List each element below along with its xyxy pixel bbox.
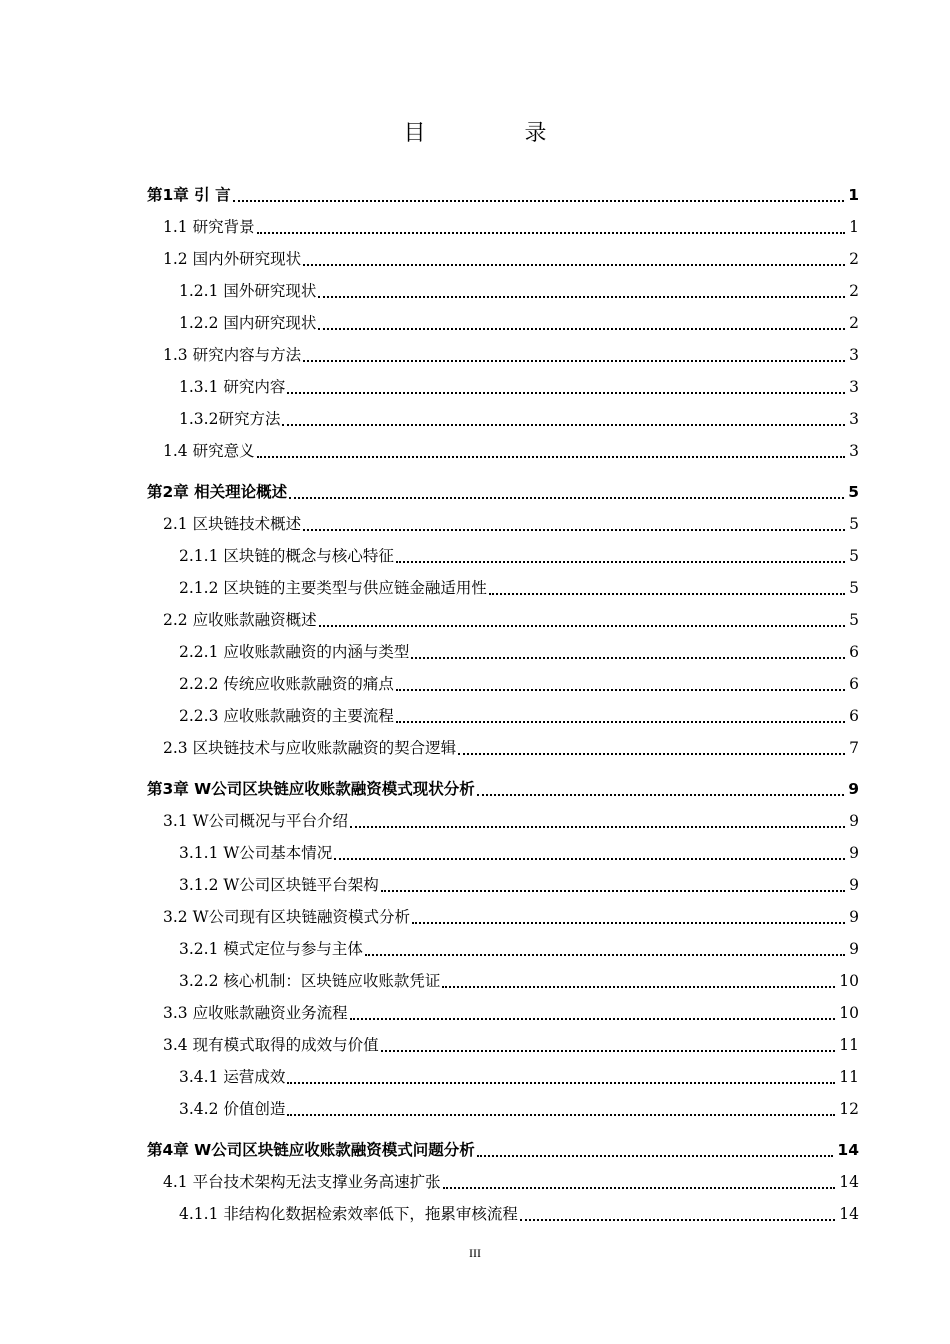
toc-entry-title: 2.1.2 区块链的主要类型与供应链金融适用性 — [179, 579, 487, 597]
toc-subsection-entry[interactable] — [179, 1065, 859, 1087]
toc-entry-title: 1.2.2 国内研究现状 — [179, 314, 317, 332]
toc-entry-title: 2.1 区块链技术概述 — [163, 515, 302, 533]
toc-entry-title: 1.3.2研究方法 — [179, 410, 281, 428]
toc-entry-title: 2.3 区块链技术与应收账款融资的契合逻辑 — [163, 739, 457, 757]
toc-subsection-entry[interactable] — [179, 1097, 859, 1119]
toc-leader-dots — [412, 922, 845, 924]
toc-entry-title: 2.2.3 应收账款融资的主要流程 — [179, 707, 394, 725]
toc-subsection-entry[interactable] — [179, 1202, 859, 1224]
toc-section-entry[interactable] — [163, 247, 859, 269]
toc-page-number: 2 — [849, 250, 859, 268]
toc-leader-dots — [334, 858, 845, 860]
toc-chapter-entry[interactable] — [147, 1138, 859, 1160]
toc-entry-title: 3.1.1 W公司基本情况 — [179, 844, 333, 862]
toc-leader-dots — [442, 986, 835, 988]
toc-leader-dots — [257, 456, 846, 458]
toc-entry-title: 第1章 引 言 — [147, 186, 231, 204]
toc-entry-title: 2.1.1 区块链的概念与核心特征 — [179, 547, 394, 565]
toc-page-number: 9 — [849, 908, 859, 926]
toc-entry-title: 1.2.1 国外研究现状 — [179, 282, 317, 300]
toc-subsection-entry[interactable] — [179, 544, 859, 566]
toc-subsection-entry[interactable] — [179, 407, 859, 429]
toc-chapter-entry[interactable] — [147, 777, 859, 799]
toc-page-number: 2 — [849, 314, 859, 332]
toc-section-entry[interactable] — [163, 809, 859, 831]
toc-page-number: 6 — [849, 643, 859, 661]
toc-leader-dots — [303, 529, 845, 531]
toc-entry-title: 3.1.2 W公司区块链平台架构 — [179, 876, 379, 894]
toc-entry-title: 1.3 研究内容与方法 — [163, 346, 302, 364]
toc-subsection-entry[interactable] — [179, 311, 859, 333]
toc-leader-dots — [396, 561, 845, 563]
toc-section-entry[interactable] — [163, 608, 859, 630]
toc-leader-dots — [257, 232, 846, 234]
toc-page-number: 10 — [839, 1004, 859, 1022]
toc-entry-title: 3.2.2 核心机制：区块链应收账款凭证 — [179, 972, 441, 990]
toc-entry-title: 3.4.2 价值创造 — [179, 1100, 286, 1118]
toc-leader-dots — [443, 1187, 836, 1189]
toc-page-number: 3 — [849, 442, 859, 460]
toc-entry-title: 4.1.1 非结构化数据检索效率低下，拖累审核流程 — [179, 1205, 518, 1223]
toc-leader-dots — [289, 497, 844, 499]
toc-entry-title: 3.2 W公司现有区块链融资模式分析 — [163, 908, 411, 926]
toc-page-number: 11 — [839, 1068, 859, 1086]
toc-page-number: 7 — [849, 739, 859, 757]
toc-leader-dots — [477, 1155, 834, 1157]
toc-leader-dots — [318, 328, 845, 330]
toc-leader-dots — [287, 1082, 835, 1084]
toc-page-number: 9 — [849, 940, 859, 958]
toc-entry-title: 2.2.1 应收账款融资的内涵与类型 — [179, 643, 410, 661]
toc-page-number: 14 — [837, 1141, 859, 1159]
toc-entry-title: 第2章 相关理论概述 — [147, 483, 288, 501]
toc-chapter-entry[interactable] — [147, 480, 859, 502]
toc-page-number: 3 — [849, 378, 859, 396]
toc-entry-title: 3.2.1 模式定位与参与主体 — [179, 940, 363, 958]
toc-page-number: 3 — [849, 410, 859, 428]
toc-page-number: 9 — [848, 780, 859, 798]
toc-subsection-entry[interactable] — [179, 841, 859, 863]
toc-entry-title: 3.1 W公司概况与平台介绍 — [163, 812, 349, 830]
toc-section-entry[interactable] — [163, 215, 859, 237]
toc-leader-dots — [318, 296, 845, 298]
toc-page-number: 3 — [849, 346, 859, 364]
toc-subsection-entry[interactable] — [179, 937, 859, 959]
toc-leader-dots — [381, 890, 845, 892]
toc-subsection-entry[interactable] — [179, 375, 859, 397]
toc-entry-title: 3.4.1 运营成效 — [179, 1068, 286, 1086]
toc-entry-title: 1.4 研究意义 — [163, 442, 255, 460]
toc-leader-dots — [458, 753, 845, 755]
toc-page-number: 5 — [848, 483, 859, 501]
toc-page-number: 6 — [849, 675, 859, 693]
toc-page-number: 14 — [839, 1173, 859, 1191]
toc-section-entry[interactable] — [163, 512, 859, 534]
toc-subsection-entry[interactable] — [179, 576, 859, 598]
toc-entry-title: 3.4 现有模式取得的成效与价值 — [163, 1036, 379, 1054]
toc-leader-dots — [233, 200, 845, 202]
toc-subsection-entry[interactable] — [179, 672, 859, 694]
toc-leader-dots — [396, 689, 845, 691]
toc-page-number: 6 — [849, 707, 859, 725]
toc-page-number: 1 — [848, 186, 859, 204]
toc-leader-dots — [350, 1018, 836, 1020]
toc-entry-title: 3.3 应收账款融资业务流程 — [163, 1004, 348, 1022]
toc-page-number: 11 — [839, 1036, 859, 1054]
toc-page-number: 10 — [839, 972, 859, 990]
toc-section-entry[interactable] — [163, 905, 859, 927]
toc-section-entry[interactable] — [163, 1033, 859, 1055]
toc-leader-dots — [319, 625, 846, 627]
toc-entry-title: 1.3.1 研究内容 — [179, 378, 286, 396]
page-title: 目 录 — [403, 121, 593, 146]
toc-subsection-entry[interactable] — [179, 969, 859, 991]
toc-entry-title: 4.1 平台技术架构无法支撑业务高速扩张 — [163, 1173, 441, 1191]
toc-leader-dots — [411, 657, 845, 659]
toc-page-number: 1 — [849, 218, 859, 236]
toc-leader-dots — [350, 826, 845, 828]
toc-page-number: 2 — [849, 282, 859, 300]
toc-leader-dots — [381, 1050, 836, 1052]
toc-subsection-entry[interactable] — [179, 704, 859, 726]
toc-entry-title: 第3章 W公司区块链应收账款融资模式现状分析 — [147, 780, 475, 798]
page-number-footer: III — [469, 1246, 481, 1260]
toc-leader-dots — [396, 721, 845, 723]
toc-subsection-entry[interactable] — [179, 640, 859, 662]
toc-page-number: 14 — [839, 1205, 859, 1223]
toc-leader-dots — [520, 1219, 835, 1221]
toc-chapter-entry[interactable] — [147, 183, 859, 205]
toc-page-number: 12 — [839, 1100, 859, 1118]
toc-entry-title: 2.2 应收账款融资概述 — [163, 611, 317, 629]
toc-leader-dots — [489, 593, 845, 595]
toc-section-entry[interactable] — [163, 1001, 859, 1023]
toc-leader-dots — [287, 1114, 835, 1116]
toc-subsection-entry[interactable] — [179, 873, 859, 895]
toc-leader-dots — [287, 392, 845, 394]
toc-section-entry[interactable] — [163, 1170, 859, 1192]
toc-leader-dots — [303, 360, 845, 362]
toc-page-number: 5 — [849, 579, 859, 597]
toc-subsection-entry[interactable] — [179, 279, 859, 301]
toc-section-entry[interactable] — [163, 439, 859, 461]
toc-page-number: 9 — [849, 876, 859, 894]
toc-leader-dots — [282, 424, 845, 426]
toc-entry-title: 1.2 国内外研究现状 — [163, 250, 302, 268]
toc-section-entry[interactable] — [163, 343, 859, 365]
toc-page-number: 9 — [849, 812, 859, 830]
toc-section-entry[interactable] — [163, 736, 859, 758]
toc-page-number: 5 — [849, 611, 859, 629]
toc-page-number: 5 — [849, 547, 859, 565]
toc-leader-dots — [365, 954, 845, 956]
toc-entry-title: 第4章 W公司区块链应收账款融资模式问题分析 — [147, 1141, 475, 1159]
toc-leader-dots — [303, 264, 845, 266]
toc-page-number: 5 — [849, 515, 859, 533]
toc-entry-title: 1.1 研究背景 — [163, 218, 255, 236]
toc-leader-dots — [477, 794, 844, 796]
toc-entry-title: 2.2.2 传统应收账款融资的痛点 — [179, 675, 394, 693]
toc-page-number: 9 — [849, 844, 859, 862]
